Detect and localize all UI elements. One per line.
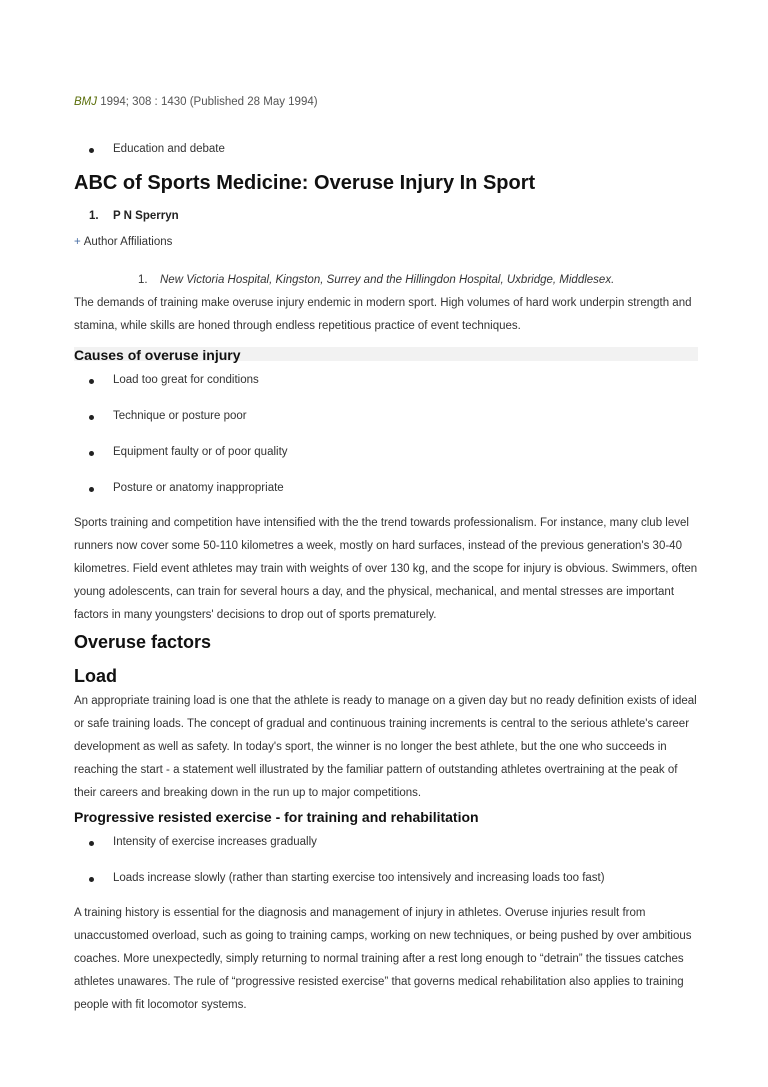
progressive-heading: Progressive resisted exercise - for training and rehabilitation bbox=[74, 809, 479, 825]
bullet-icon bbox=[89, 379, 94, 384]
list-item-text: Load too great for conditions bbox=[113, 374, 259, 386]
author-affiliations-label[interactable]: Author Affiliations bbox=[83, 236, 173, 248]
bullet-icon bbox=[89, 451, 94, 456]
history-paragraph: A training history is essential for the diagnosis and management of injury in athletes. Overuse injuries result from unaccustomed overload, such as going to training camps, working on new techniques, or being pushed by over ambitious coaches. More unexpectedly, simply returning to normal training after a rest long enough to “detrain” the tissues catches athletes unawares. The rule of “progressive resisted exercise” that governs medical rehabilitation also applies to training people with fit locomotor systems. bbox=[74, 907, 692, 1011]
affiliation-number: 1. bbox=[138, 274, 148, 286]
bullet-icon bbox=[89, 841, 94, 846]
author-name[interactable]: P N Sperryn bbox=[113, 210, 179, 222]
training-paragraph: Sports training and competition have intensified with the the trend towards professionalism. For instance, many club level runners now cover some 50-110 kilometres a week, mostly on hard surfaces, instead of the previous generation's 30-40 kilometres. Field event athletes may train with weights of over 130 kg, and the scope for injury is obvious. Swimmers, often young adolescents, can train for several hours a day, and the physical, mechanical, and mental stresses are important factors in many youngsters' decisions to drop out of sports prematurely. bbox=[74, 517, 698, 621]
list-item-text: Technique or posture poor bbox=[113, 410, 247, 422]
bullet-icon bbox=[89, 415, 94, 420]
citation-details: 1994; 308 : 1430 (Published 28 May 1994) bbox=[97, 96, 318, 108]
bullet-icon bbox=[89, 487, 94, 492]
expand-plus-icon[interactable]: + bbox=[74, 236, 81, 248]
citation bbox=[74, 96, 318, 108]
category-label: Education and debate bbox=[113, 143, 225, 155]
affiliation bbox=[138, 274, 614, 286]
overuse-factors-heading: Overuse factors bbox=[74, 632, 212, 652]
load-heading: Load bbox=[74, 666, 117, 686]
author-affiliations-toggle[interactable] bbox=[74, 236, 172, 248]
author bbox=[89, 210, 179, 222]
journal-name[interactable]: BMJ bbox=[74, 96, 97, 108]
list-item-text: Loads increase slowly (rather than starting exercise too intensively and increasing loads too fast) bbox=[113, 872, 605, 884]
bullet-icon bbox=[89, 877, 94, 882]
list-item-text: Posture or anatomy inappropriate bbox=[113, 482, 284, 494]
bullet-icon bbox=[89, 148, 94, 153]
list-item-text: Equipment faulty or of poor quality bbox=[113, 446, 288, 458]
affiliation-text: New Victoria Hospital, Kingston, Surrey and the Hillingdon Hospital, Uxbridge, Middlesex. bbox=[160, 274, 615, 286]
author-number: 1. bbox=[89, 210, 99, 222]
article-title: ABC of Sports Medicine: Overuse Injury In Sport bbox=[74, 172, 536, 194]
list-item-text: Intensity of exercise increases gradually bbox=[113, 836, 317, 848]
load-paragraph: An appropriate training load is one that the athlete is ready to manage on a given day but no ready definition exists of ideal or safe training loads. The concept of gradual and continuous training increments is central to the serious athlete's career development as well as safety. In today's sport, the winner is no longer the best athlete, but the one who succeeds in reaching the start - a statement well illustrated by the familiar pattern of outstanding athletes overtraining at the peak of their careers and breaking down in the run up to major competitions. bbox=[74, 695, 697, 799]
intro-paragraph: The demands of training make overuse injury endemic in modern sport. High volumes of hard work underpin strength and stamina, while skills are honed through endless repetitious practice of event techniques. bbox=[74, 297, 692, 332]
causes-heading: Causes of overuse injury bbox=[74, 347, 241, 363]
